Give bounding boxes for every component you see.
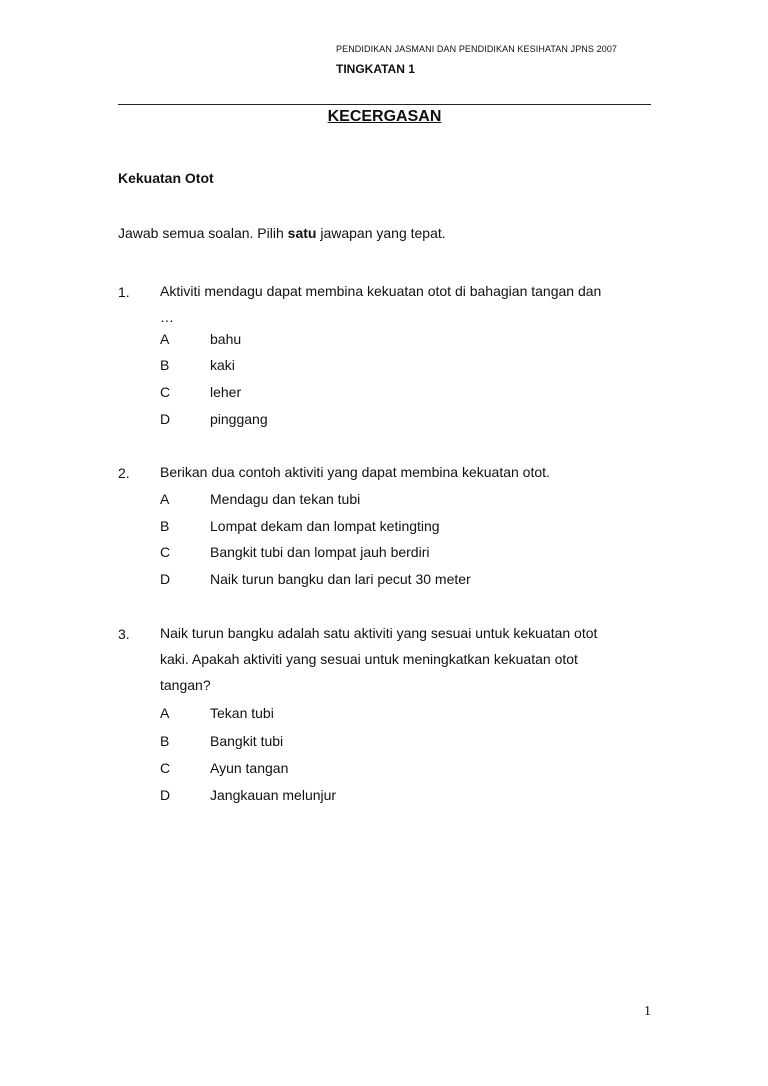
question-text bbox=[160, 459, 651, 485]
question-text bbox=[160, 620, 651, 698]
option-text: Naik turun bangku dan lari pecut 30 meter bbox=[210, 571, 471, 587]
option-letter: C bbox=[160, 544, 171, 560]
question-line: kaki. Apakah aktiviti yang sesuai untuk meningkatkan kekuatan otot bbox=[160, 651, 578, 667]
question-number: 2. bbox=[118, 465, 130, 481]
option-text: kaki bbox=[210, 357, 235, 373]
option-text: Mendagu dan tekan tubi bbox=[210, 491, 361, 507]
option-text: leher bbox=[210, 384, 242, 400]
question-number: 1. bbox=[118, 284, 130, 300]
option-text: bahu bbox=[210, 331, 242, 347]
option-letter: A bbox=[160, 331, 170, 347]
instruction-after: jawapan yang tepat. bbox=[316, 225, 446, 241]
question-line: … bbox=[160, 309, 174, 325]
question-line: Berikan dua contoh aktiviti yang dapat membina kekuatan otot. bbox=[160, 464, 550, 480]
option-letter: C bbox=[160, 760, 171, 776]
header-level: TINGKATAN 1 bbox=[336, 62, 415, 76]
page-title bbox=[118, 108, 651, 126]
page-title-text: KECERGASAN bbox=[327, 108, 442, 125]
question-line: Aktiviti mendagu dapat membina kekuatan otot di bahagian tangan dan bbox=[160, 283, 602, 299]
option-text: Ayun tangan bbox=[210, 760, 289, 776]
option-letter: A bbox=[160, 705, 170, 721]
instruction-before: Jawab semua soalan. Pilih bbox=[118, 225, 288, 241]
instruction-bold: satu bbox=[287, 225, 317, 241]
option-text: Bangkit tubi dan lompat jauh berdiri bbox=[210, 544, 430, 560]
question-number: 3. bbox=[118, 626, 130, 642]
option-letter: D bbox=[160, 411, 171, 427]
option-text: pinggang bbox=[210, 411, 268, 427]
option-letter: C bbox=[160, 384, 171, 400]
header-subject: PENDIDIKAN JASMANI DAN PENDIDIKAN KESIHATAN JPNS 2007 bbox=[336, 44, 618, 54]
option-text: Lompat dekam dan lompat ketingting bbox=[210, 518, 440, 534]
instruction bbox=[118, 225, 446, 241]
option-letter: B bbox=[160, 733, 170, 749]
option-letter: B bbox=[160, 518, 170, 534]
option-letter: D bbox=[160, 787, 171, 803]
header-rule bbox=[118, 104, 651, 105]
option-text: Bangkit tubi bbox=[210, 733, 284, 749]
question-text bbox=[160, 278, 651, 330]
option-text: Jangkauan melunjur bbox=[210, 787, 337, 803]
section-heading: Kekuatan Otot bbox=[118, 170, 214, 186]
option-letter: B bbox=[160, 357, 170, 373]
option-text: Tekan tubi bbox=[210, 705, 274, 721]
question-line: tangan? bbox=[160, 677, 211, 693]
page-number: 1 bbox=[644, 1004, 651, 1019]
option-letter: A bbox=[160, 491, 170, 507]
option-letter: D bbox=[160, 571, 171, 587]
question-line: Naik turun bangku adalah satu aktiviti yang sesuai untuk kekuatan otot bbox=[160, 625, 598, 641]
